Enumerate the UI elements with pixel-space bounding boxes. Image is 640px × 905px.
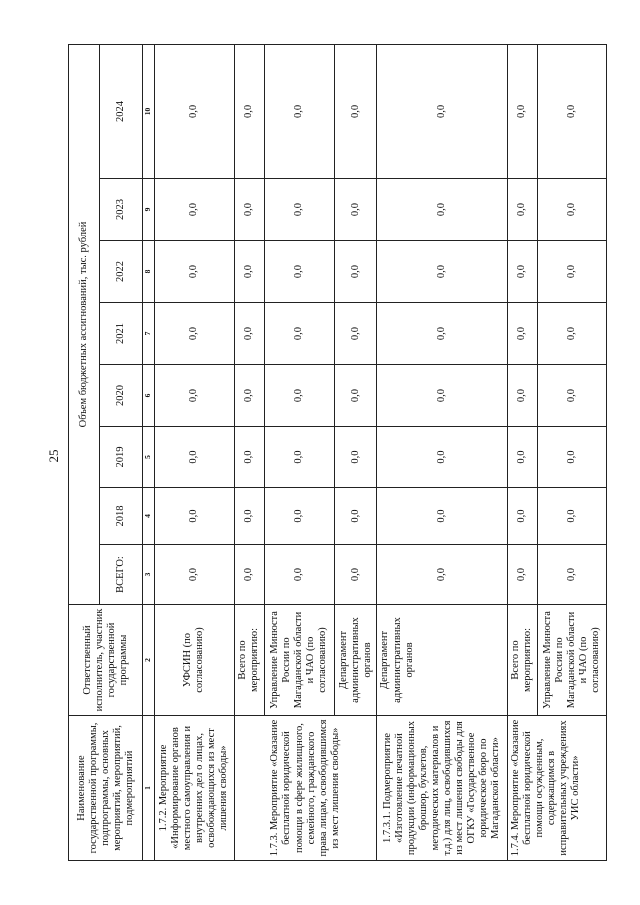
value-cell: 0,0 [537,427,606,488]
value-cell: 0,0 [537,365,606,427]
row-executor: Управление Минюста России по Магаданской области и ЧАО (по согласованию) [264,605,334,716]
value-cell: 0,0 [334,44,377,178]
value-cell: 0,0 [507,365,537,427]
row-executor: Управление Минюста России по Магаданской области и ЧАО (по согласованию) [537,605,606,716]
value-cell: 0,0 [334,179,377,241]
table-row [507,44,537,860]
value-cell: 0,0 [234,241,264,303]
header-total: ВСЕГО: [99,545,142,605]
header-row-1 [69,44,100,860]
value-cell: 0,0 [264,44,334,178]
value-cell: 0,0 [154,427,234,488]
header-year: 2018 [99,488,142,545]
value-cell: 0,0 [377,303,507,365]
header-budget: Объем бюджетных ассигнований, тыс. рублей [69,44,100,604]
value-cell: 0,0 [537,545,606,605]
value-cell: 0,0 [334,365,377,427]
value-cell: 0,0 [377,241,507,303]
value-cell: 0,0 [377,545,507,605]
column-number-row [143,44,154,860]
value-cell: 0,0 [334,545,377,605]
column-number: 1 [143,716,154,861]
value-cell: 0,0 [234,488,264,545]
column-number: 10 [143,44,154,178]
row-executor: УФСИН (по согласованию) [154,605,234,716]
value-cell: 0,0 [507,303,537,365]
row-executor: Всего по мероприятию: [234,605,264,716]
row-executor: Департамент административных органов [334,605,377,716]
column-number: 2 [143,605,154,716]
header-year: 2024 [99,44,142,178]
value-cell: 0,0 [537,241,606,303]
value-cell: 0,0 [234,179,264,241]
value-cell: 0,0 [377,44,507,178]
rotated-table-container [68,45,607,861]
value-cell: 0,0 [334,303,377,365]
value-cell: 0,0 [264,303,334,365]
column-number: 4 [143,488,154,545]
row-name: 1.7.4. Мероприятие «Оказание бесплатной юридической помощи осужденным, содержащимся в исправительных учреждениях УИС области» [507,716,606,861]
value-cell: 0,0 [537,44,606,178]
value-cell: 0,0 [507,44,537,178]
value-cell: 0,0 [377,179,507,241]
value-cell: 0,0 [507,427,537,488]
row-name: 1.7.2. Мероприятие «Информирование органов местного самоуправления и внутренних дел о лицах, освобождающихся из мест лишения свободы» [154,716,234,861]
value-cell: 0,0 [507,545,537,605]
value-cell: 0,0 [234,303,264,365]
value-cell: 0,0 [334,241,377,303]
table-row [154,44,234,860]
value-cell: 0,0 [264,241,334,303]
value-cell: 0,0 [154,179,234,241]
header-year: 2020 [99,365,142,427]
value-cell: 0,0 [377,488,507,545]
value-cell: 0,0 [377,365,507,427]
value-cell: 0,0 [377,427,507,488]
value-cell: 0,0 [537,488,606,545]
value-cell: 0,0 [507,488,537,545]
header-name: Наименование государственной программы, подпрограммы, основных мероприятий, мероприятий, подмероприятий [69,716,143,861]
column-number: 8 [143,241,154,303]
value-cell: 0,0 [537,179,606,241]
value-cell: 0,0 [234,545,264,605]
column-number: 3 [143,545,154,605]
value-cell: 0,0 [334,488,377,545]
value-cell: 0,0 [154,241,234,303]
column-number: 6 [143,365,154,427]
value-cell: 0,0 [234,427,264,488]
row-executor: Департамент административных органов [377,605,507,716]
value-cell: 0,0 [154,488,234,545]
value-cell: 0,0 [264,545,334,605]
budget-table [68,44,607,861]
column-number: 9 [143,179,154,241]
value-cell: 0,0 [154,545,234,605]
header-executor: Ответственный исполнитель, участник государственной программы [69,605,143,716]
value-cell: 0,0 [507,241,537,303]
value-cell: 0,0 [537,303,606,365]
page-number: 25 [46,449,61,463]
value-cell: 0,0 [264,365,334,427]
row-name: 1.7.3.1. Подмероприятие «Изготовление печатной продукции (информационных брошюр, буклетов, методических материалов и т.д.) для лиц, освободившихся из мест лишения свободы для ОГКУ «Государственное юридическое бюро по Магаданской области» [377,716,507,861]
value-cell: 0,0 [234,44,264,178]
header-year: 2019 [99,427,142,488]
value-cell: 0,0 [264,427,334,488]
value-cell: 0,0 [154,303,234,365]
column-number: 5 [143,427,154,488]
row-executor: Всего по мероприятию: [507,605,537,716]
column-number: 7 [143,303,154,365]
value-cell: 0,0 [234,365,264,427]
value-cell: 0,0 [154,44,234,178]
header-year: 2022 [99,241,142,303]
value-cell: 0,0 [334,427,377,488]
value-cell: 0,0 [507,179,537,241]
table-row [377,44,507,860]
header-year: 2023 [99,179,142,241]
row-name: 1.7.3. Мероприятие «Оказание бесплатной юридической помощи в сфере жилищного, семейного, гражданского права лицам, освободившимся из мест лишения свободы» [234,716,377,861]
header-year: 2021 [99,303,142,365]
table-row [234,44,264,860]
value-cell: 0,0 [264,488,334,545]
value-cell: 0,0 [154,365,234,427]
value-cell: 0,0 [264,179,334,241]
